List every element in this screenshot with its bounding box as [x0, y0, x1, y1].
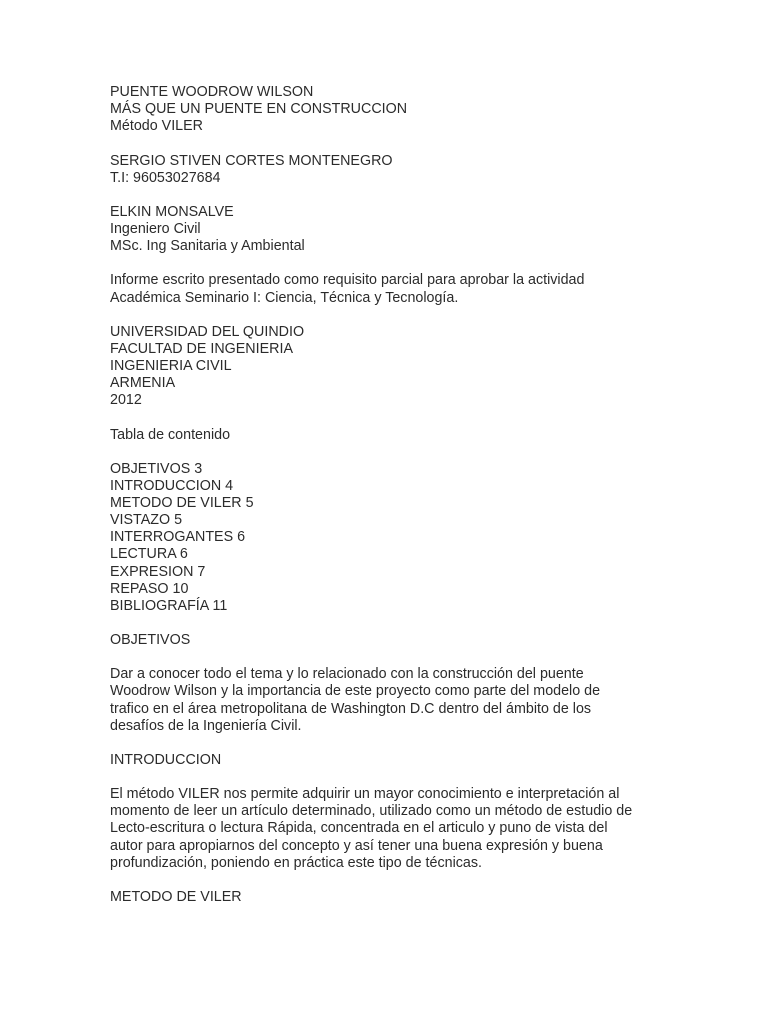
toc-item: INTERROGANTES 6: [110, 529, 246, 546]
text-line: momento de leer un artículo determinado, utilizado como un método de estudio de: [110, 803, 633, 820]
text-line: autor para apropiarnos del concepto y así tener una buena expresión y buena: [110, 837, 603, 854]
text-line: Académica Seminario I: Ciencia, Técnica y Tecnología.: [110, 289, 459, 306]
university: UNIVERSIDAD DEL QUINDIO: [110, 323, 305, 340]
report-description: [110, 272, 670, 306]
toc-item: METODO DE VILER 5: [110, 495, 254, 511]
advisor-name: ELKIN MONSALVE: [110, 203, 234, 220]
author-id: T.I: 96053027684: [110, 169, 221, 186]
text-line: Dar a conocer todo el tema y lo relacionado con la construcción del puente: [110, 666, 584, 683]
text-line: Lecto-escritura o lectura Rápida, concentrada en el articulo y puno de vista del: [110, 820, 608, 837]
objetivos-heading: OBJETIVOS: [110, 632, 191, 648]
toc-item: INTRODUCCION 4: [110, 477, 234, 494]
toc-item: BIBLIOGRAFÍA 11: [110, 597, 228, 614]
document-method: Método VILER: [110, 118, 203, 135]
advisor-degree: MSc. Ing Sanitaria y Ambiental: [110, 238, 305, 255]
text-line: profundización, poniendo en práctica este tipo de técnicas.: [110, 854, 482, 871]
author-name: SERGIO STIVEN CORTES MONTENEGRO: [110, 152, 393, 169]
advisor-title: Ingeniero Civil: [110, 221, 201, 237]
year: 2012: [110, 392, 142, 409]
text-line: trafico en el área metropolitana de Washington D.C dentro del ámbito de los: [110, 700, 592, 717]
author-block: [110, 153, 670, 187]
metodo-heading: METODO DE VILER: [110, 888, 242, 905]
toc-item: VISTAZO 5: [110, 512, 183, 529]
document-page: [110, 84, 670, 923]
toc-item: LECTURA 6: [110, 546, 188, 563]
text-line: desafíos de la Ingeniería Civil.: [110, 717, 302, 734]
advisor-block: [110, 204, 670, 255]
city: ARMENIA: [110, 375, 176, 392]
institution-block: [110, 324, 670, 410]
faculty: FACULTAD DE INGENIERIA: [110, 340, 293, 357]
table-of-contents: [110, 461, 670, 615]
text-line: Informe escrito presentado como requisito parcial para aprobar la actividad: [110, 272, 585, 289]
title-block: [110, 84, 670, 135]
toc-item: OBJETIVOS 3: [110, 460, 203, 477]
objetivos-paragraph: [110, 666, 670, 735]
intro-paragraph: [110, 786, 670, 872]
document-title: PUENTE WOODROW WILSON: [110, 84, 314, 100]
intro-heading: INTRODUCCION: [110, 751, 222, 768]
toc-item: EXPRESION 7: [110, 563, 206, 580]
text-line: El método VILER nos permite adquirir un mayor conocimiento e interpretación al: [110, 786, 620, 803]
text-line: Woodrow Wilson y la importancia de este proyecto como parte del modelo de: [110, 683, 601, 700]
toc-heading: Tabla de contenido: [110, 426, 231, 443]
toc-item: REPASO 10: [110, 580, 189, 597]
document-subtitle: MÁS QUE UN PUENTE EN CONSTRUCCION: [110, 101, 408, 118]
program: INGENIERIA CIVIL: [110, 358, 232, 374]
